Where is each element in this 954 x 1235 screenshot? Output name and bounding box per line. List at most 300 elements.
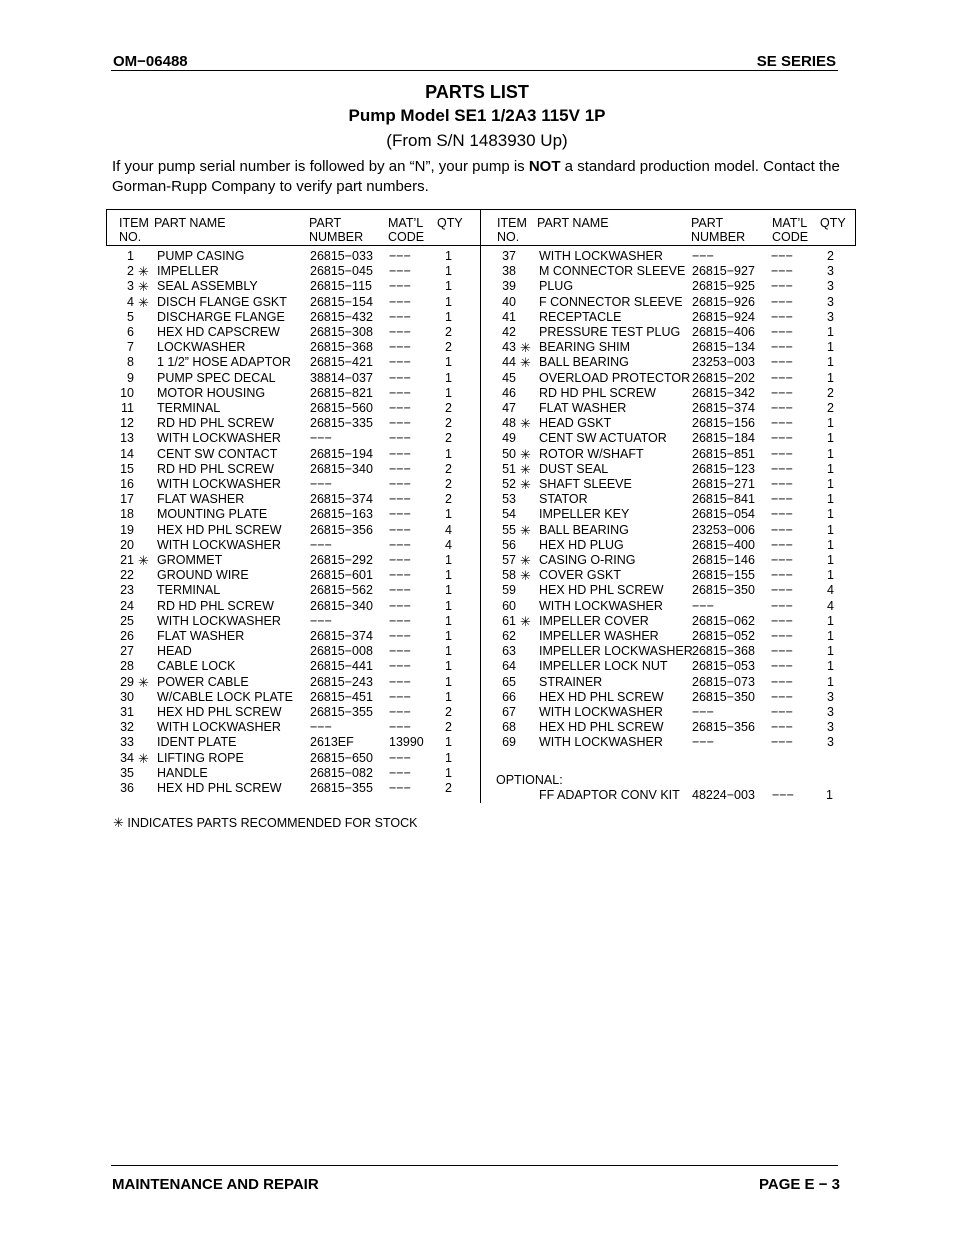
item-number: 40: [502, 294, 516, 309]
quantity: 1: [827, 659, 834, 674]
quantity: 1: [445, 644, 452, 659]
part-name: DISCHARGE FLANGE: [157, 309, 285, 324]
material-code: −−−: [389, 674, 411, 689]
part-number: 26815−308: [310, 325, 373, 339]
asterisk-icon: ✳: [138, 294, 149, 310]
quantity: 1: [445, 568, 452, 583]
part-number: 26815−368: [310, 340, 373, 355]
quantity: 1: [827, 477, 834, 491]
part-name: WITH LOCKWASHER: [157, 431, 281, 446]
quantity: 1: [827, 568, 834, 583]
material-code: −−−: [389, 401, 411, 415]
item-number: 35: [120, 765, 134, 780]
item-number: 7: [127, 340, 134, 355]
part-name: RECEPTACLE: [539, 309, 622, 324]
quantity: 2: [445, 720, 452, 735]
item-number: 61: [502, 613, 516, 628]
part-number: 26815−163: [310, 507, 373, 522]
quantity: 1: [445, 735, 452, 750]
header-part-number-right: [691, 216, 745, 244]
quantity: 1: [827, 492, 834, 507]
part-number: 26815−073: [692, 674, 755, 689]
asterisk-icon: ✳: [138, 674, 149, 690]
footnote-text: INDICATES PARTS RECOMMENDED FOR STOCK: [127, 816, 418, 830]
quantity: 3: [827, 720, 834, 735]
header-no: NO.: [497, 230, 520, 244]
material-code: −−−: [389, 416, 411, 431]
material-code: −−−: [771, 385, 793, 400]
part-name: WITH LOCKWASHER: [157, 613, 281, 628]
material-code: −−−: [389, 705, 411, 719]
part-number: −−−: [310, 431, 332, 446]
item-number: 41: [502, 309, 516, 324]
material-code: −−−: [389, 340, 411, 355]
asterisk-icon: ✳: [520, 340, 531, 356]
quantity: 1: [445, 583, 452, 598]
material-code: −−−: [389, 613, 411, 628]
material-code: −−−: [771, 507, 793, 522]
material-code: −−−: [389, 765, 411, 780]
part-name: SHAFT SLEEVE: [539, 477, 632, 491]
quantity: 1: [445, 370, 452, 385]
material-code: −−−: [389, 431, 411, 446]
material-code: −−−: [771, 522, 793, 537]
item-number: 10: [120, 385, 134, 400]
part-number: 26815−821: [310, 385, 373, 400]
quantity: 3: [827, 264, 834, 279]
quantity: 1: [827, 325, 834, 339]
quantity: 1: [445, 689, 452, 704]
part-number: 26815−926: [692, 294, 755, 309]
part-number: 26815−350: [692, 689, 755, 704]
part-number: 26815−045: [310, 264, 373, 279]
material-code: −−−: [771, 401, 793, 415]
header-part-name-left: PART NAME: [154, 216, 226, 230]
item-number: 6: [127, 325, 134, 339]
header-number: NUMBER: [309, 230, 364, 244]
material-code: −−−: [389, 568, 411, 583]
item-number: 66: [502, 689, 516, 704]
header-code: CODE: [772, 230, 809, 244]
material-code: −−−: [771, 613, 793, 628]
material-code: −−−: [771, 477, 793, 491]
material-code: −−−: [771, 720, 793, 735]
item-number: 28: [120, 659, 134, 674]
part-name: HEX HD CAPSCREW: [157, 325, 280, 339]
item-number: 9: [127, 370, 134, 385]
quantity: 1: [826, 788, 833, 802]
quantity: 2: [445, 781, 452, 795]
part-name: WITH LOCKWASHER: [157, 537, 281, 552]
header-item-right: [497, 216, 527, 244]
item-number: 64: [502, 659, 516, 674]
material-code: −−−: [389, 370, 411, 385]
quantity: 1: [445, 507, 452, 522]
material-code: −−−: [771, 431, 793, 446]
material-code: −−−: [771, 689, 793, 704]
part-name: MOTOR HOUSING: [157, 385, 266, 400]
header-matl: MAT’L: [772, 216, 808, 230]
part-number: −−−: [692, 705, 714, 719]
part-number: 26815−271: [692, 477, 755, 491]
material-code: −−−: [389, 583, 411, 598]
material-code: −−−: [389, 309, 411, 324]
item-number: 52: [502, 477, 516, 491]
header-qty-right: QTY: [820, 216, 846, 230]
material-code: −−−: [771, 568, 793, 583]
asterisk-icon: ✳: [520, 553, 531, 568]
quantity: 3: [827, 294, 834, 309]
quantity: 1: [445, 446, 452, 461]
item-number: 47: [502, 401, 516, 415]
item-number: 26: [120, 629, 134, 643]
quantity: 1: [827, 644, 834, 659]
part-name: RD HD PHL SCREW: [157, 416, 274, 431]
part-name: PUMP SPEC DECAL: [157, 370, 276, 385]
part-number: −−−: [692, 249, 714, 263]
quantity: 3: [827, 279, 834, 294]
part-name: HEX HD PHL SCREW: [157, 705, 282, 719]
item-number: 11: [121, 401, 134, 415]
quantity: 1: [827, 431, 834, 446]
material-code: −−−: [389, 781, 411, 795]
part-name: COVER GSKT: [539, 568, 621, 583]
part-number: 26815−335: [310, 416, 373, 431]
part-number: 26815−851: [692, 446, 755, 461]
material-code: 13990: [389, 735, 424, 750]
part-number: 26815−441: [310, 659, 373, 674]
optional-label: OPTIONAL:: [496, 773, 563, 787]
part-number: 26815−560: [310, 401, 373, 415]
part-number: 26815−355: [310, 781, 373, 795]
material-code: −−−: [389, 477, 411, 491]
part-name: PLUG: [539, 279, 574, 294]
item-number: 42: [502, 325, 516, 339]
quantity: 1: [827, 340, 834, 355]
item-number: 63: [502, 644, 516, 659]
quantity: 1: [445, 279, 452, 294]
part-number: −−−: [310, 613, 332, 628]
asterisk-icon: ✳: [138, 264, 149, 280]
material-code: −−−: [771, 294, 793, 309]
quantity: 4: [445, 522, 452, 537]
part-number: 26815−368: [692, 644, 755, 659]
part-number: 26815−082: [310, 765, 373, 780]
quantity: 2: [445, 416, 452, 431]
asterisk-icon: ✳: [520, 416, 531, 432]
intro-after: a standard production model. Contact the Gorman-Rupp Company to verify part numbers.: [112, 158, 840, 195]
part-number: 26815−400: [692, 537, 755, 552]
item-number: 62: [502, 629, 516, 643]
part-number: 26815−052: [692, 629, 755, 643]
part-name: RD HD PHL SCREW: [539, 385, 656, 400]
quantity: 4: [827, 598, 834, 613]
part-number: −−−: [692, 598, 714, 613]
item-number: 15: [120, 461, 134, 476]
part-name: TERMINAL: [157, 583, 221, 598]
part-number: 23253−003: [692, 355, 755, 370]
part-number: 26815−194: [310, 446, 373, 461]
part-name: IMPELLER LOCK NUT: [539, 659, 668, 674]
quantity: 2: [445, 325, 452, 339]
quantity: 1: [445, 355, 452, 370]
quantity: 1: [445, 553, 452, 567]
asterisk-icon: ✳: [520, 355, 531, 371]
part-number: 26815−155: [692, 568, 755, 583]
part-number: 26815−601: [310, 568, 373, 583]
material-code: −−−: [771, 370, 793, 385]
quantity: 4: [445, 537, 452, 552]
material-code: −−−: [389, 492, 411, 507]
material-code: −−−: [771, 249, 793, 263]
header-no: NO.: [119, 230, 142, 244]
part-name: IMPELLER WASHER: [539, 629, 659, 643]
part-name: BALL BEARING: [539, 522, 629, 537]
item-number: 51: [502, 461, 516, 476]
item-number: 46: [502, 385, 516, 400]
header-number: NUMBER: [691, 230, 746, 244]
header-matl-code-left: [388, 216, 424, 244]
part-name: FLAT WASHER: [539, 401, 627, 415]
asterisk-icon: ✳: [520, 568, 531, 584]
item-number: 69: [502, 735, 516, 750]
part-number: 26815−350: [692, 583, 755, 598]
quantity: 1: [827, 629, 834, 643]
quantity: 1: [827, 537, 834, 552]
item-number: 38: [502, 264, 516, 279]
part-name: ROTOR W/SHAFT: [539, 446, 644, 461]
part-name: LOCKWASHER: [157, 340, 246, 355]
part-name: BALL BEARING: [539, 355, 629, 370]
item-number: 49: [502, 431, 516, 446]
item-number: 4: [127, 294, 134, 309]
part-number: 26815−340: [310, 461, 373, 476]
quantity: 1: [445, 294, 452, 309]
quantity: 1: [827, 522, 834, 537]
item-number: 29: [120, 674, 134, 689]
part-number: 26815−925: [692, 279, 755, 294]
quantity: 1: [445, 385, 452, 400]
part-name: PRESSURE TEST PLUG: [539, 325, 681, 339]
quantity: 1: [445, 613, 452, 628]
part-name: HEX HD PHL SCREW: [157, 781, 282, 795]
item-number: 27: [120, 644, 134, 659]
asterisk-icon: ✳: [520, 522, 531, 538]
item-number: 17: [120, 492, 134, 507]
material-code: −−−: [389, 689, 411, 704]
quantity: 1: [445, 264, 452, 279]
part-name: DUST SEAL: [539, 461, 609, 476]
asterisk-icon: ✳: [138, 279, 149, 295]
material-code: −−−: [389, 461, 411, 476]
quantity: 1: [827, 674, 834, 689]
item-number: 19: [120, 522, 134, 537]
material-code: −−−: [389, 522, 411, 537]
part-number: 26815−841: [692, 492, 755, 507]
part-name: STATOR: [539, 492, 588, 507]
quantity: 1: [445, 309, 452, 324]
quantity: 1: [827, 507, 834, 522]
part-number: 26815−115: [310, 279, 372, 294]
material-code: −−−: [771, 598, 793, 613]
section-title: MAINTENANCE AND REPAIR: [112, 1176, 319, 1193]
quantity: 3: [827, 705, 834, 719]
item-number: 32: [120, 720, 134, 735]
header-rule: [111, 70, 838, 71]
part-number: 26815−924: [692, 309, 755, 324]
part-name: HEX HD PHL SCREW: [539, 689, 664, 704]
part-name: HANDLE: [157, 765, 208, 780]
quantity: 1: [445, 629, 452, 643]
quantity: 4: [827, 583, 834, 598]
part-name: WITH LOCKWASHER: [539, 598, 663, 613]
quantity: 3: [827, 735, 834, 750]
material-code: −−−: [771, 416, 793, 431]
part-number: 26815−156: [692, 416, 755, 431]
part-number: 26815−355: [310, 705, 373, 719]
item-number: 39: [502, 279, 516, 294]
part-number: 26815−123: [692, 461, 755, 476]
part-name: PUMP CASING: [157, 249, 245, 263]
quantity: 2: [445, 401, 452, 415]
part-number: 26815−054: [692, 507, 755, 522]
part-name: 1 1/2” HOSE ADAPTOR: [157, 355, 291, 370]
quantity: 2: [445, 340, 452, 355]
part-number: 26815−650: [310, 750, 373, 765]
material-code: −−−: [389, 629, 411, 643]
part-number: 2613EF: [310, 735, 354, 750]
material-code: −−−: [772, 788, 794, 802]
part-name: TERMINAL: [157, 401, 221, 415]
part-name: IDENT PLATE: [157, 735, 237, 750]
material-code: −−−: [389, 279, 411, 294]
page-number: PAGE E − 3: [758, 1176, 840, 1193]
part-number: 26815−374: [310, 629, 373, 643]
quantity: 1: [445, 765, 452, 780]
item-number: 20: [120, 537, 134, 552]
quantity: 3: [827, 689, 834, 704]
part-name: SEAL ASSEMBLY: [157, 279, 258, 294]
material-code: −−−: [389, 355, 411, 370]
header-part-number-left: [309, 216, 363, 244]
part-name: HEX HD PHL SCREW: [539, 583, 664, 598]
part-name: LIFTING ROPE: [157, 750, 244, 765]
part-name: WITH LOCKWASHER: [157, 477, 281, 491]
header-part: PART: [691, 216, 724, 230]
quantity: 2: [445, 705, 452, 719]
part-name: POWER CABLE: [157, 674, 249, 689]
header-matl: MAT’L: [388, 216, 424, 230]
quantity: 2: [827, 401, 834, 415]
pump-model: Pump Model SE1 1/2A3 115V 1P: [348, 106, 606, 125]
part-name: IMPELLER KEY: [539, 507, 630, 522]
part-name: WITH LOCKWASHER: [539, 249, 663, 263]
material-code: −−−: [389, 598, 411, 613]
item-number: 55: [502, 522, 516, 537]
material-code: −−−: [389, 507, 411, 522]
part-number: 38814−037: [310, 370, 373, 385]
item-number: 37: [502, 249, 516, 263]
item-number: 12: [120, 416, 134, 431]
document-number: OM−06488: [113, 53, 188, 70]
quantity: 1: [827, 613, 834, 628]
item-number: 57: [502, 553, 516, 567]
material-code: −−−: [389, 385, 411, 400]
part-number: 48224−003: [692, 788, 755, 802]
part-number: 26815−053: [692, 659, 755, 674]
part-name: FF ADAPTOR CONV KIT: [539, 788, 680, 802]
material-code: −−−: [389, 294, 411, 309]
item-number: 2: [127, 264, 134, 279]
part-number: 26815−356: [692, 720, 755, 735]
quantity: 1: [445, 659, 452, 674]
item-number: 13: [120, 431, 134, 446]
quantity: 1: [445, 598, 452, 613]
quantity: 1: [827, 416, 834, 431]
part-name: WITH LOCKWASHER: [539, 705, 663, 719]
asterisk-icon: ✳: [520, 477, 531, 492]
part-number: 26815−154: [310, 294, 373, 309]
intro-bold: NOT: [528, 158, 561, 175]
part-number: −−−: [310, 537, 332, 552]
item-number: 45: [502, 370, 516, 385]
part-name: WITH LOCKWASHER: [157, 720, 281, 735]
part-number: 26815−292: [310, 553, 373, 567]
part-name: HEX HD PLUG: [539, 537, 624, 552]
part-number: 26815−033: [310, 249, 373, 263]
material-code: −−−: [389, 325, 411, 339]
quantity: 1: [827, 553, 834, 567]
item-number: 36: [120, 781, 134, 795]
item-number: 59: [502, 583, 516, 598]
quantity: 1: [827, 355, 834, 370]
item-number: 34: [120, 750, 134, 765]
item-number: 33: [120, 735, 134, 750]
material-code: −−−: [771, 553, 793, 567]
part-number: 26815−356: [310, 522, 373, 537]
part-number: 26815−062: [692, 613, 755, 628]
part-name: CABLE LOCK: [157, 659, 236, 674]
item-number: 1: [127, 249, 134, 263]
part-number: 26815−432: [310, 309, 373, 324]
part-number: −−−: [310, 720, 332, 735]
item-number: 50: [502, 446, 516, 461]
item-number: 54: [502, 507, 516, 522]
material-code: −−−: [389, 720, 411, 735]
item-number: 8: [127, 355, 134, 370]
material-code: −−−: [771, 279, 793, 294]
asterisk-icon: ✳: [138, 553, 149, 568]
quantity: 2: [445, 492, 452, 507]
material-code: −−−: [771, 492, 793, 507]
part-name: WITH LOCKWASHER: [539, 735, 663, 750]
item-number: 21: [120, 553, 134, 567]
part-number: 26815−243: [310, 674, 373, 689]
material-code: −−−: [771, 461, 793, 476]
material-code: −−−: [771, 644, 793, 659]
part-name: MOUNTING PLATE: [157, 507, 268, 522]
material-code: −−−: [771, 325, 793, 339]
material-code: −−−: [389, 537, 411, 552]
part-number: 26815−146: [692, 553, 755, 567]
header-qty-left: QTY: [437, 216, 463, 230]
header-matl-code-right: [772, 216, 808, 244]
item-number: 53: [502, 492, 516, 507]
part-name: HEX HD PHL SCREW: [157, 522, 282, 537]
material-code: −−−: [771, 659, 793, 674]
item-number: 30: [120, 689, 134, 704]
part-name: HEAD GSKT: [539, 416, 612, 431]
